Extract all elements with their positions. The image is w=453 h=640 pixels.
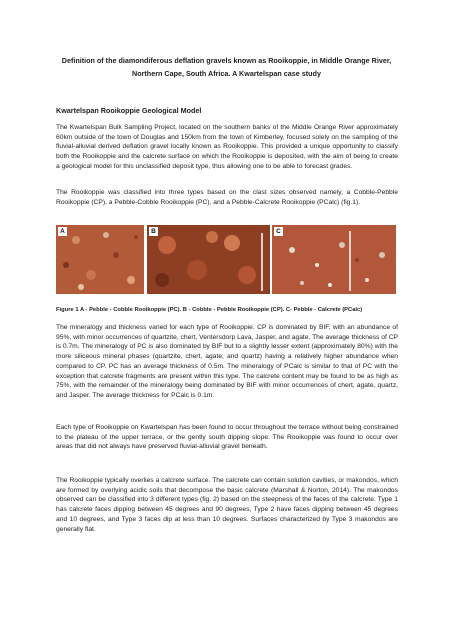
- gravel-photo-b: [147, 225, 270, 294]
- photo-b: [147, 225, 270, 294]
- paragraph-classification: The Rooikoppie was classified into three types based on the clast sizes observed namely, a Cobble-Pebble Rooikoppie (CP), a Pebble-Cobble Rooikoppie (PC), and a Pebble-Calcrete Rooikoppie (PCalc) (fig.1).: [56, 189, 398, 206]
- photo-a: [56, 225, 144, 294]
- paper-title: Definition of the diamondiferous deflation gravels known as Rooikoppie, in Middle Orange River, Northern Cape, South Africa. A Kwartelspan case study: [61, 56, 392, 78]
- paragraph-occurrence: Each type of Rooikoppie on Kwartelspan has been found to occur throughout the terrace without being constrained to the plateau of the upper terrace, or the gently south dipping slope. The Rooikoppie was found to occur over areas that did not always have preserved fluvial-alluvial gravel beneath.: [56, 424, 398, 451]
- photo-label-b: B: [149, 227, 158, 236]
- figure-caption: Figure 1 A - Pebble - Cobble Rooikoppie (PC). B - Cobble - Pebble Rooikoppie (CP). C- Pebble - Calcrete (PCalc): [56, 307, 363, 313]
- paragraph-mineralogy: The mineralogy and thickness varied for each type of Rooikoppie. CP is dominated by BIF, with an abundance of 95%, with minor occurrences of quartzite, chert, Ventersdorp Lava, Jasper, and agate. The average thickness of CP is 0.7m. The mineralogy of PC is also dominated by BIF but to a slightly lesser extent (approximately 80%) with the more siliceous mineral phases (quartzite, chert, agate, and quartz) having a relatively higher abundance when compared to CP. PC has an average thickness of 0.5m. The mineralogy of PCalc is similar to that of PC with the exception that calcrete fragments are present within this type. The calcrete content may be found to be as high as 75%, with the remainder of the mineralogy being dominated by BIF with minor occurrences of chert, agate, quartz, and Jasper. The average thickness for PCalc is 0.1m.: [56, 324, 398, 399]
- photo-label-a: A: [58, 227, 67, 236]
- photo-label-c: C: [274, 227, 283, 236]
- section-heading: Kwartelspan Rooikoppie Geological Model: [56, 106, 202, 115]
- photo-c: [272, 225, 396, 294]
- paragraph-calcrete: The Rooikoppie typically overlies a calcrete surface. The calcrete can contain solution cavities, or makondos, which are formed by overlying acidic soils that decompose the basic calcrete (Marshall & Norton, 2014). The makondos observed can be classified into 3 different types (fig. 2) based on the steepness of the faces of the calcrete. Type 1 has calcrete faces dipping between 45 degrees and 90 degrees, Type 2 have faces dipping between 45 degrees and 10 degrees, and Type 3 faces dip at less than 10 degrees. Surfaces characterized by Type 3 makondos are generally flat.: [56, 477, 398, 533]
- gravel-photo-c: [272, 225, 396, 294]
- figure-1: [56, 225, 396, 294]
- gravel-photo-a: [56, 225, 144, 294]
- paragraph-intro: The Kwartelspan Bulk Sampling Project, located on the southern banks of the Middle Orange River approximately 60km outside of the town of Douglas and 150km from the town of Kimberley, focused solely on the sampling of the fluvial-alluvial derived deflation gravel locally known as Rooikoppie. This provided a unique opportunity to classify both the Rooikoppie and the calcrete surface on which the Rooikoppie is deposited, with the aim of being to create a geological model for this unclassified deposit type, thus allowing one to be able to forecast grades.: [56, 124, 398, 170]
